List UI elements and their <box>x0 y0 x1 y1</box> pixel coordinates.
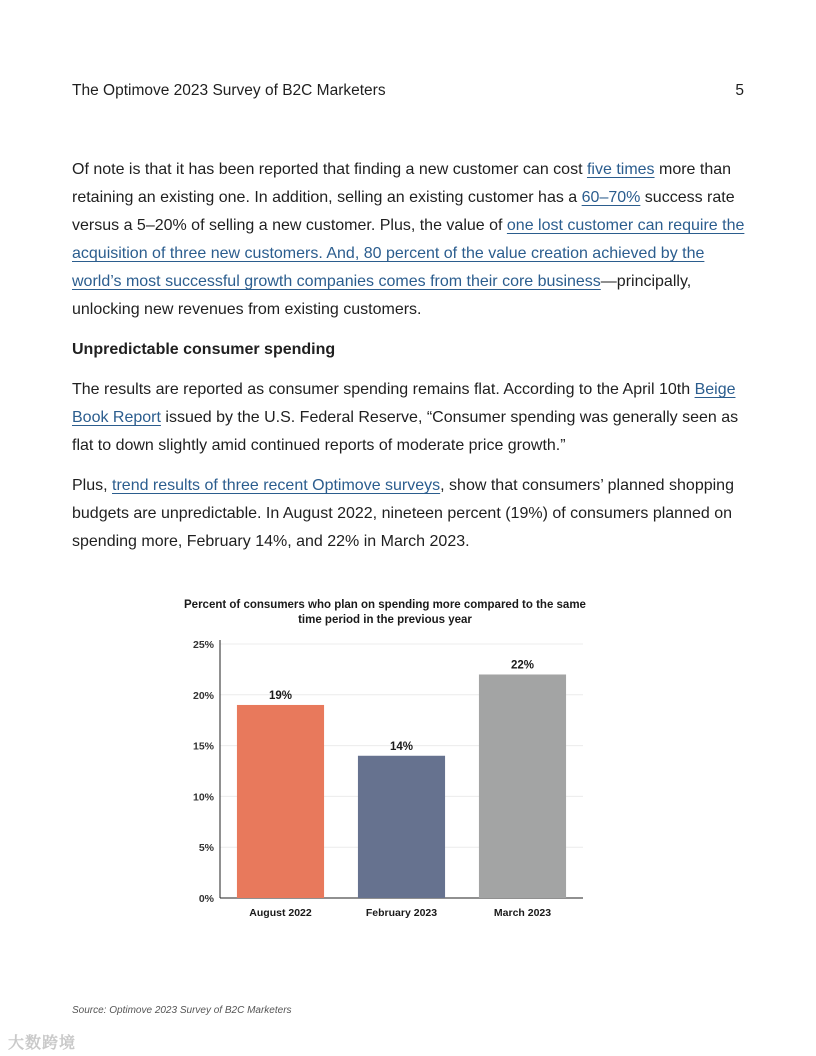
page-header <box>72 82 744 104</box>
text-run: more than retaining an existing one. In addition, selling an existing customer has a <box>72 161 732 206</box>
section-heading: Unpredictable consumer spending <box>72 341 336 358</box>
data-label: 22% <box>510 659 535 672</box>
bar <box>237 705 324 898</box>
source-note: Source: Optimove 2023 Survey of B2C Marketers <box>72 1005 292 1016</box>
chart-title: Percent of consumers who plan on spending more compared to the same time period in the previous year <box>184 599 586 626</box>
data-label: 19% <box>268 689 293 702</box>
y-tick-label: 25% <box>192 639 214 651</box>
text-run: —principally, unlocking new revenues from existing customers. <box>72 273 692 318</box>
bar <box>479 674 566 898</box>
x-tick-label: February 2023 <box>365 907 438 919</box>
paragraph-customer-value <box>72 156 747 324</box>
y-tick-label: 15% <box>192 740 214 753</box>
text-run: The results are reported as consumer spending remains flat. According to the April 10th <box>72 381 695 398</box>
x-tick-label: August 2022 <box>249 907 312 919</box>
bar <box>358 756 445 898</box>
paragraph-survey-trends <box>72 472 747 556</box>
link-beige-book-report[interactable]: Beige Book Report <box>72 381 736 426</box>
text-run: Plus, <box>72 477 113 494</box>
page-number: 5 <box>735 82 744 99</box>
y-tick-label: 5% <box>198 842 214 855</box>
text-run: Of note is that it has been reported that finding a new customer can cost <box>72 161 587 178</box>
y-tick-label: 20% <box>192 689 214 702</box>
text-run: success rate versus a 5–20% of selling a new customer. Plus, the value of <box>72 189 735 234</box>
link-60-70[interactable]: 60–70% <box>581 189 641 206</box>
document-title: The Optimove 2023 Survey of B2C Marketers <box>72 82 386 99</box>
link-five-times[interactable]: five times <box>586 161 655 178</box>
text-run: issued by the U.S. Federal Reserve, “Consumer spending was generally seen as flat to down slightly amid continued reports of moderate price growth.” <box>72 409 739 454</box>
chart-canvas <box>175 596 595 926</box>
y-tick-label: 10% <box>192 791 214 804</box>
watermark-logo: 大数跨境 <box>8 1035 77 1052</box>
data-label: 14% <box>389 740 414 753</box>
body-text <box>72 156 747 568</box>
spending-chart <box>175 596 595 926</box>
link-lost-customer[interactable]: one lost customer can require the acquisition of three new customers. And, 80 percent of the value creation achieved by the world’s most successful growth companies comes from their core business <box>72 217 745 290</box>
link-trend-results[interactable]: trend results of three recent Optimove surveys <box>112 477 441 494</box>
text-run: , show that consumers’ planned shopping budgets are unpredictable. In August 2022, nineteen percent (19%) of consumers planned on spending more, February 14%, and 22% in March 2023. <box>72 477 734 550</box>
paragraph-beige-book <box>72 376 747 460</box>
y-tick-label: 0% <box>198 893 214 905</box>
x-tick-label: March 2023 <box>493 907 552 919</box>
